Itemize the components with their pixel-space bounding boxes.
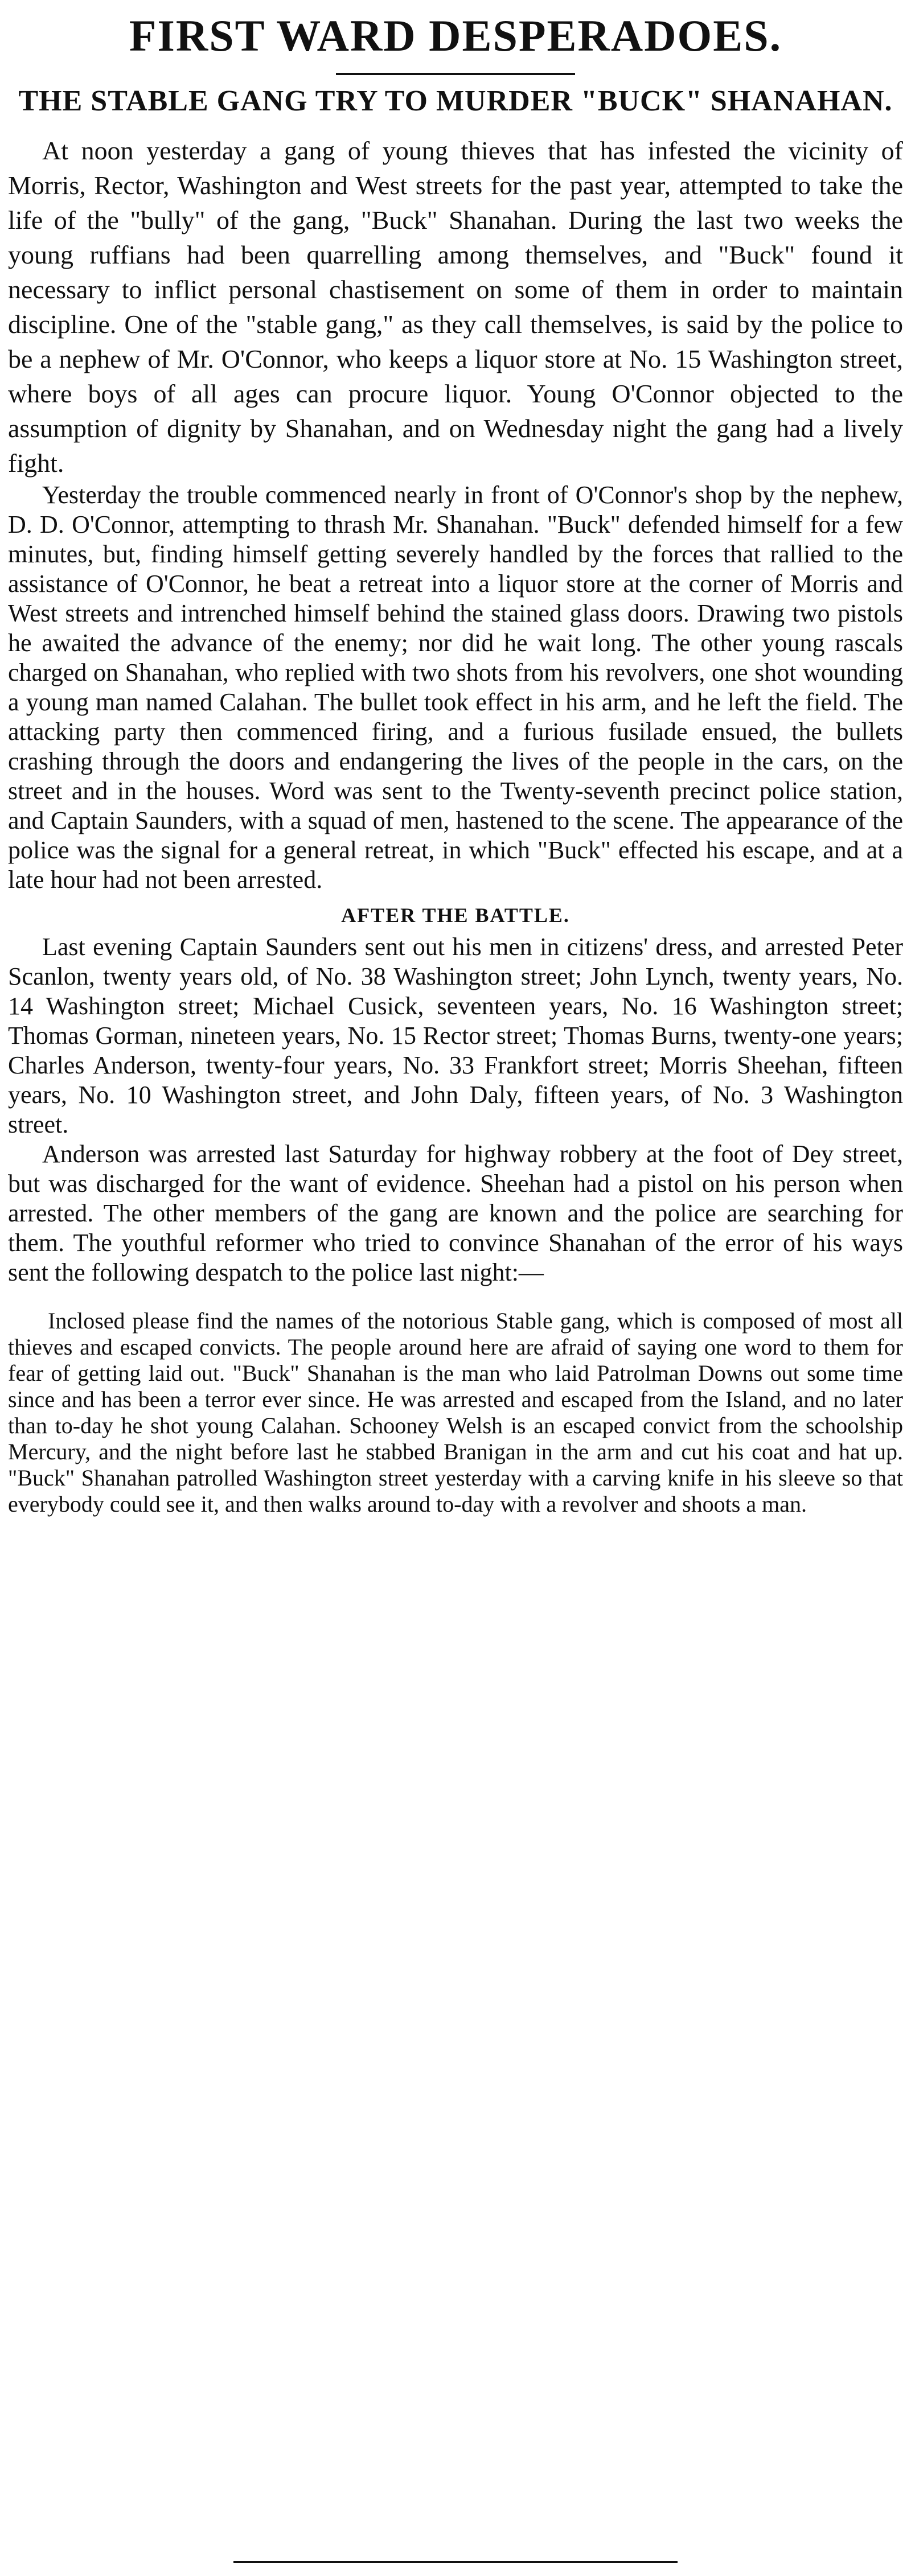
bottom-rule	[233, 2561, 678, 2563]
lead-paragraph: At noon yesterday a gang of young thieves that has infested the vicinity of Morris, Rector, Washington and West streets for the past year, attempted to take the life of the "bully" of the gang, "Buck" Shanahan. During the last two weeks the young ruffians had been quarrelling among themselves, and "Buck" found it necessary to inflict personal chastisement on some of them in order to maintain discipline. One of the "stable gang," as they call themselves, is said by the police to be a nephew of Mr. O'Connor, who keeps a liquor store at No. 15 Washington street, where boys of all ages can procure liquor. Young O'Connor objected to the assumption of dignity by Shanahan, and on Wednesday night the gang had a lively fight.	[8, 136, 903, 478]
headline-rule	[336, 73, 575, 75]
article-headline: FIRST WARD DESPERADOES.	[129, 11, 782, 60]
letter-paragraph: Inclosed please find the names of the notorious Stable gang, which is composed of most all thieves and escaped convicts. The people around here are afraid of saying one word to them for fear of getting laid out. "Buck" Shanahan is the man who laid Patrolman Downs out some time since and has been a terror ever since. He was arrested and escaped from the Island, and no later than to-day he shot young Calahan. Schooney Welsh is an escaped convict from the schoolship Mercury, and the night before last he stabbed Branigan in the arm and cut his coat and hat up. "Buck" Shanahan patrolled Washington street yesterday with a carving knife in his sleeve so that everybody could see it, and then walks around to-day with a revolver and shoots a man.	[8, 1308, 903, 1517]
fight-paragraph: Yesterday the trouble commenced nearly in front of O'Connor's shop by the nephew, D. D. O'Connor, attempting to thrash Mr. Shanahan. "Buck" defended himself for a few minutes, but, finding himself getting severely handled by the forces that rallied to the assistance of O'Connor, he beat a retreat into a liquor store at the corner of Morris and West streets and intrenched himself behind the stained glass doors. Drawing two pistols he awaited the advance of the enemy; nor did he wait long. The other young rascals charged on Shanahan, who replied with two shots from his revolvers, one shot wounding a young man named Calahan. The bullet took effect in his arm, and he left the field. The attacking party then commenced firing, and a furious fusilade ensued, the bullets crashing through the doors and endangering the lives of the people in the cars, on the street and in the houses. Word was sent to the Twenty-seventh precinct police station, and Captain Saunders, with a squad of men, hastened to the scene. The appearance of the police was the signal for a general retreat, in which "Buck" effected his escape, and at a late hour had not been arrested.	[8, 481, 903, 894]
arrests-paragraph: Last evening Captain Saunders sent out his men in citizens' dress, and arrested Peter Scanlon, twenty years old, of No. 38 Washington street; John Lynch, twenty years, No. 14 Washington street; Michael Cusick, seventeen years, No. 16 Washington street; Thomas Gorman, nineteen years, No. 15 Rector street; Thomas Burns, twenty-one years; Charles Anderson, twenty-four years, No. 33 Frankfort street; Morris Sheehan, fifteen years, No. 10 Washington street, and John Daly, fifteen years, of No. 3 Washington street.	[8, 933, 903, 1138]
article-subheadline: THE STABLE GANG TRY TO MURDER "BUCK" SHANAHAN.	[18, 85, 893, 117]
anderson-paragraph: Anderson was arrested last Saturday for highway robbery at the foot of Dey street, but was discharged for the want of evidence. Sheehan had a pistol on his person when arrested. The other members of the gang are known and the police are searching for them. The youthful reformer who tried to convince Shanahan of the error of his ways sent the following despatch to the police last night:—	[8, 1140, 903, 1286]
section-heading: AFTER THE BATTLE.	[341, 904, 570, 927]
article-column	[8, 5, 903, 1517]
